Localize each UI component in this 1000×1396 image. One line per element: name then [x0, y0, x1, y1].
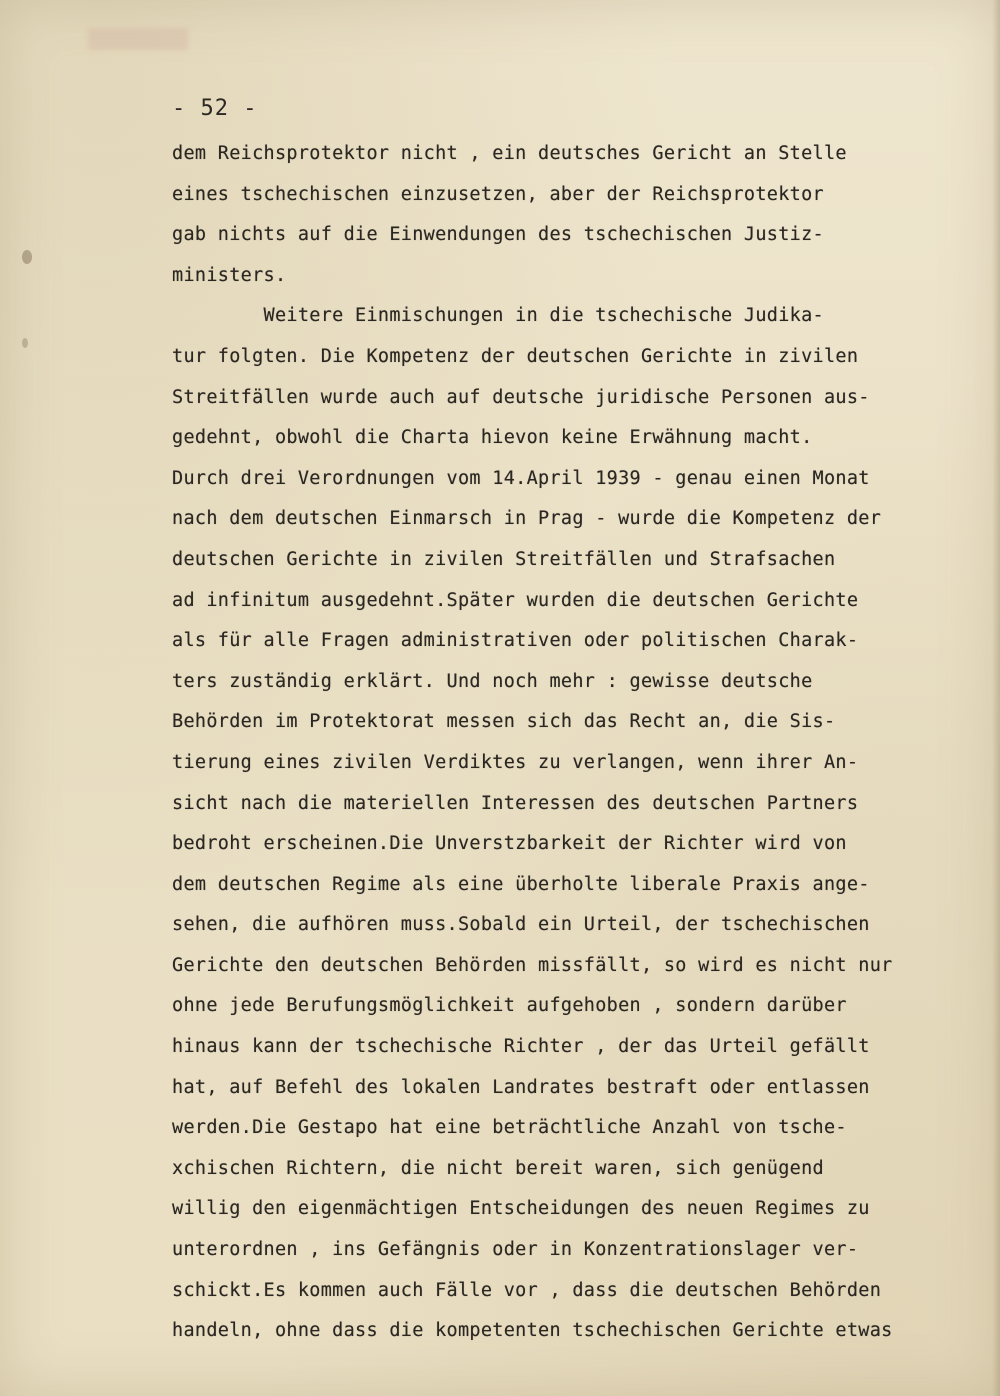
- text-line: bedroht erscheinen.Die Unverstzbarkeit der Richter wird von: [172, 833, 847, 855]
- text-line: sicht nach die materiellen Interessen des deutschen Partners: [172, 792, 859, 814]
- text-line: tur folgten. Die Kompetenz der deutschen Gerichte in zivilen: [172, 345, 859, 367]
- text-line: dem Reichsprotektor nicht , ein deutsches Gericht an Stelle: [172, 143, 847, 164]
- text-line: Durch drei Verordnungen vom 14.April 1939 - genau einen Monat: [172, 467, 870, 489]
- body-text: [172, 134, 952, 1352]
- text-line: tierung eines zivilen Verdiktes zu verlangen, wenn ihrer An-: [172, 751, 859, 773]
- text-line: hinaus kann der tschechische Richter , der das Urteil gefällt: [172, 1036, 870, 1058]
- text-line: gab nichts auf die Einwendungen des tschechischen Justiz-: [172, 224, 824, 246]
- text-line: werden.Die Gestapo hat eine beträchtliche Anzahl von tsche-: [172, 1117, 847, 1139]
- page-edge-shadow: [992, 0, 1000, 1396]
- text-line: willig den eigenmächtigen Entscheidungen des neuen Regimes zu: [172, 1198, 870, 1220]
- text-line: ad infinitum ausgedehnt.Später wurden die deutschen Gerichte: [172, 589, 859, 611]
- text-line: xchischen Richtern, die nicht bereit waren, sich genügend: [172, 1157, 824, 1179]
- text-line: eines tschechischen einzusetzen, aber der Reichsprotektor: [172, 183, 824, 205]
- text-line: ohne jede Berufungsmöglichkeit aufgehoben , sondern darüber: [172, 995, 847, 1017]
- text-line: unterordnen , ins Gefängnis oder in Konzentrationslager ver-: [172, 1239, 859, 1261]
- text-line: ters zuständig erklärt. Und noch mehr : gewisse deutsche: [172, 670, 813, 692]
- punch-hole-mark: [22, 250, 32, 264]
- text-line: ministers.: [172, 264, 287, 286]
- page-number: - 52 -: [172, 96, 258, 121]
- text-line: hat, auf Befehl des lokalen Landrates bestraft oder entlassen: [172, 1076, 870, 1098]
- text-line: handeln, ohne dass die kompetenten tschechischen Gerichte etwas: [172, 1320, 893, 1342]
- text-line: Behörden im Protektorat messen sich das Recht an, die Sis-: [172, 711, 836, 733]
- text-line: sehen, die aufhören muss.Sobald ein Urteil, der tschechischen: [172, 914, 870, 936]
- text-line: dem deutschen Regime als eine überholte liberale Praxis ange-: [172, 873, 870, 895]
- punch-hole-mark: [22, 338, 28, 348]
- text-line: nach dem deutschen Einmarsch in Prag - wurde die Kompetenz der: [172, 508, 882, 530]
- text-line: gedehnt, obwohl die Charta hievon keine Erwähnung macht.: [172, 427, 813, 449]
- text-line: Gerichte den deutschen Behörden missfällt, so wird es nicht nur: [172, 954, 893, 976]
- text-line: Streitfällen wurde auch auf deutsche juridische Personen aus-: [172, 386, 870, 408]
- text-line: deutschen Gerichte in zivilen Streitfällen und Strafsachen: [172, 548, 836, 570]
- text-line: Weitere Einmischungen in die tschechische Judika-: [172, 305, 824, 327]
- faded-stamp-mark: [88, 28, 188, 50]
- text-line: schickt.Es kommen auch Fälle vor , dass die deutschen Behörden: [172, 1279, 882, 1301]
- text-line: als für alle Fragen administrativen oder politischen Charak-: [172, 630, 859, 652]
